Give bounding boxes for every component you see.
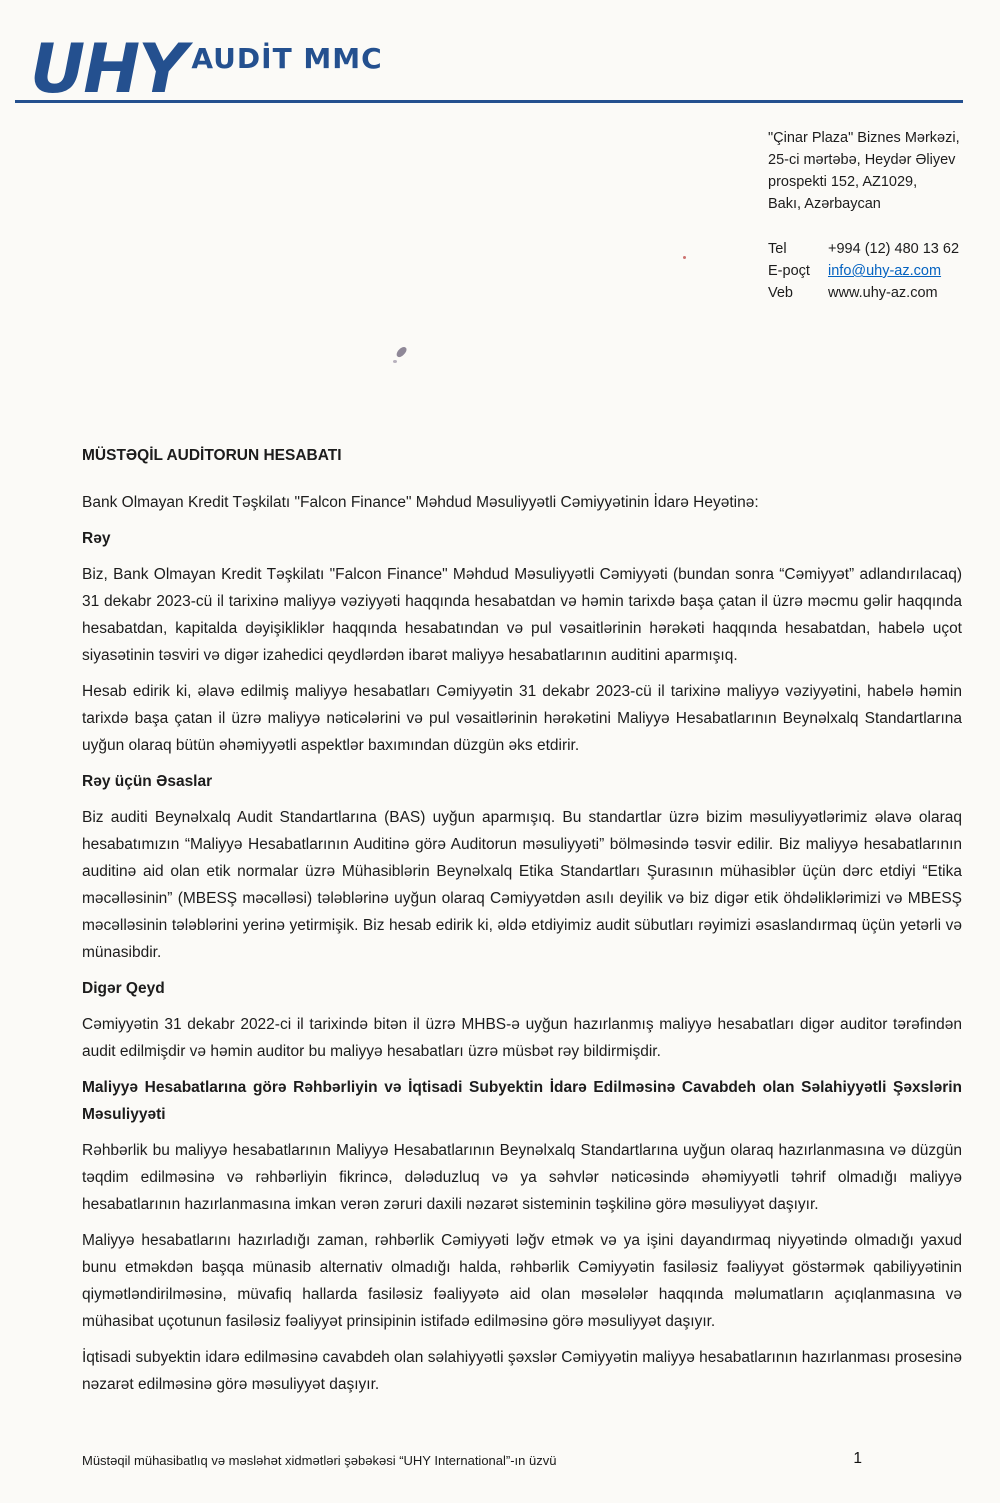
page-footer — [82, 1452, 962, 1470]
address-line: prospekti 152, AZ1029, — [768, 174, 918, 190]
page-number: 1 — [853, 1450, 862, 1467]
contact-row-web — [768, 282, 983, 304]
contact-row-email — [768, 260, 983, 282]
paragraph-basis-for-opinion: Biz auditi Beynəlxalq Audit Standartlarına (BAS) uyğun aparmışıq. Bu standartlar üzrə bizim məsuliyyətlərimiz əlavə olaraq hesabatımızın “Maliyyə Hesabatlarının Auditinə görə Auditorun məsuliyyəti” bölməsində təsvir edilir. Biz maliyyə hesabatlarının auditinə aid olan etik normalar üzrə Mühasiblərin Beynəlxalq Etika Standartları Şurasının mühasiblər üçün dərc etdiyi “Etika məcəlləsinin” (MBESŞ məcəlləsi) tələblərinə uyğun olaraq Cəmiyyətdən asılı deyilik və biz digər etik öhdəliklərimizi və MBESŞ məcəlləsinin tələblərini yerinə yetirmişik. Biz hesab edirik ki, əldə etdiyimiz audit sübutları rəyimizi əsaslandırmaq üçün yetərli və münasibdir. — [82, 809, 962, 961]
tel-value: +994 (12) 480 13 62 — [828, 241, 960, 257]
logo-audit-text: AUDİT MMC — [191, 42, 383, 75]
addressee-line: Bank Olmayan Kredit Təşkilatı "Falcon Finance" Məhdud Məsuliyyətli Cəmiyyətinin İdarə Heyətinə: — [82, 494, 759, 511]
report-title: MÜSTƏQİL AUDİTORUN HESABATI — [82, 447, 342, 464]
section-heading-basis-for-opinion: Rəy üçün Əsaslar — [82, 773, 213, 790]
tel-label: Tel — [768, 241, 787, 257]
section-heading-other-matter: Digər Qeyd — [82, 980, 165, 997]
paragraph-opinion-scope: Biz, Bank Olmayan Kredit Təşkilatı "Falcon Finance" Məhdud Məsuliyyətli Cəmiyyəti (bundan sonra “Cəmiyyət” adlandırılacaq) 31 dekabr 2023-cü il tarixinə maliyyə vəziyyəti haqqında hesabatdan və həmin tarixdə başa çatan il üzrə məcmu gəlir haqqında hesabatdan, kapitalda dəyişikliklər haqqında hesabatından və pul vəsaitlərinin hərəkəti haqqında hesabatdan, habelə uçot siyasətinin təsviri və digər izahedici qeydlərdən ibarət maliyyə hesabatlarının auditini aparmışıq. — [82, 566, 962, 664]
section-heading-opinion: Rəy — [82, 530, 111, 547]
paragraph-governance-responsibility: İqtisadi subyektin idarə edilməsinə cavabdeh olan səlahiyyətli şəxslər Cəmiyyətin maliyyə hesabatlarının hazırlanması prosesinə nəzarət edilməsinə görə məsuliyyət daşıyır. — [82, 1349, 962, 1393]
address-block — [768, 127, 983, 304]
address-line: "Çinar Plaza" Biznes Mərkəzi, — [768, 130, 960, 146]
logo-uhy-text: UHY — [30, 30, 186, 109]
red-speck — [683, 256, 686, 259]
web-label: Veb — [768, 285, 793, 301]
company-logo — [30, 30, 383, 109]
contact-rows — [768, 238, 983, 304]
paragraph-opinion-statement: Hesab edirik ki, əlavə edilmiş maliyyə hesabatları Cəmiyyətin 31 dekabr 2023-cü il tarixinə maliyyə vəziyyətini, habelə həmin tarixdə başa çatan il üzrə maliyyə nəticələrini və pul vəsaitlərinin hərəkətini Maliyyə Hesabatlarının Beynəlxalq Standartlarına uyğun olaraq bütün əhəmiyyətli aspektlər baxımından düzgün əks etdirir. — [82, 683, 962, 754]
address-line: 25-ci mərtəbə, Heydər Əliyev — [768, 152, 956, 168]
paragraph-management-responsibility-1: Rəhbərlik bu maliyyə hesabatlarının Maliyyə Hesabatlarının Beynəlxalq Standartlarına uyğun olaraq hazırlanmasına və düzgün təqdim edilməsinə və rəhbərliyin fikrincə, dələduzluq və ya səhvlər nəticəsində əhəmiyyətli təhrif olmadığı maliyyə hesabatlarının hazırlanmasına imkan verən zəruri daxili nəzarət sisteminin təşkilinə görə məsuliyyət daşıyır. — [82, 1142, 962, 1213]
ink-smudge — [395, 345, 408, 359]
paragraph-other-matter: Cəmiyyətin 31 dekabr 2022-ci il tarixində bitən il üzrə MHBS-ə uyğun hazırlanmış maliyyə hesabatları digər auditor tərəfindən audit edilmişdir və həmin auditor bu maliyyə hesabatları üzrə müsbət rəy bildirmişdir. — [82, 1016, 962, 1060]
report-body — [82, 442, 962, 1407]
ink-smudge-dot — [393, 360, 397, 363]
contact-row-tel — [768, 238, 983, 260]
web-value: www.uhy-az.com — [828, 285, 938, 301]
email-label: E-poçt — [768, 263, 810, 279]
email-link[interactable]: info@uhy-az.com — [828, 263, 942, 279]
membership-note: Müstəqil mühasibatlıq və məsləhət xidmətləri şəbəkəsi “UHY International”-ın üzvü — [82, 1453, 557, 1468]
paragraph-management-responsibility-2: Maliyyə hesabatlarını hazırladığı zaman, rəhbərlik Cəmiyyəti ləğv etmək və ya işini dayandırmaq niyyətində olmadığı yaxud bunu etməkdən başqa münasib alternativ olmadığı halda, rəhbərlik Cəmiyyətin fasiləsiz fəaliyyət göstərmək qabiliyyətinin qiymətləndirilməsinə, müvafiq hallarda fasiləsiz fəaliyyətə aid olan məsələlər haqqında məlumatların açıqlanmasına və mühasibat uçotunun fasiləsiz fəaliyyət prinsipinin istifadə edilməsinə görə məsuliyyət daşıyır. — [82, 1232, 962, 1330]
address-line: Bakı, Azərbaycan — [768, 196, 881, 212]
section-heading-management-responsibility: Maliyyə Hesabatlarına görə Rəhbərliyin və İqtisadi Subyektin İdarə Edilməsinə Cavabdeh olan Səlahiyyətli Şəxslərin Məsuliyyəti — [82, 1079, 962, 1123]
